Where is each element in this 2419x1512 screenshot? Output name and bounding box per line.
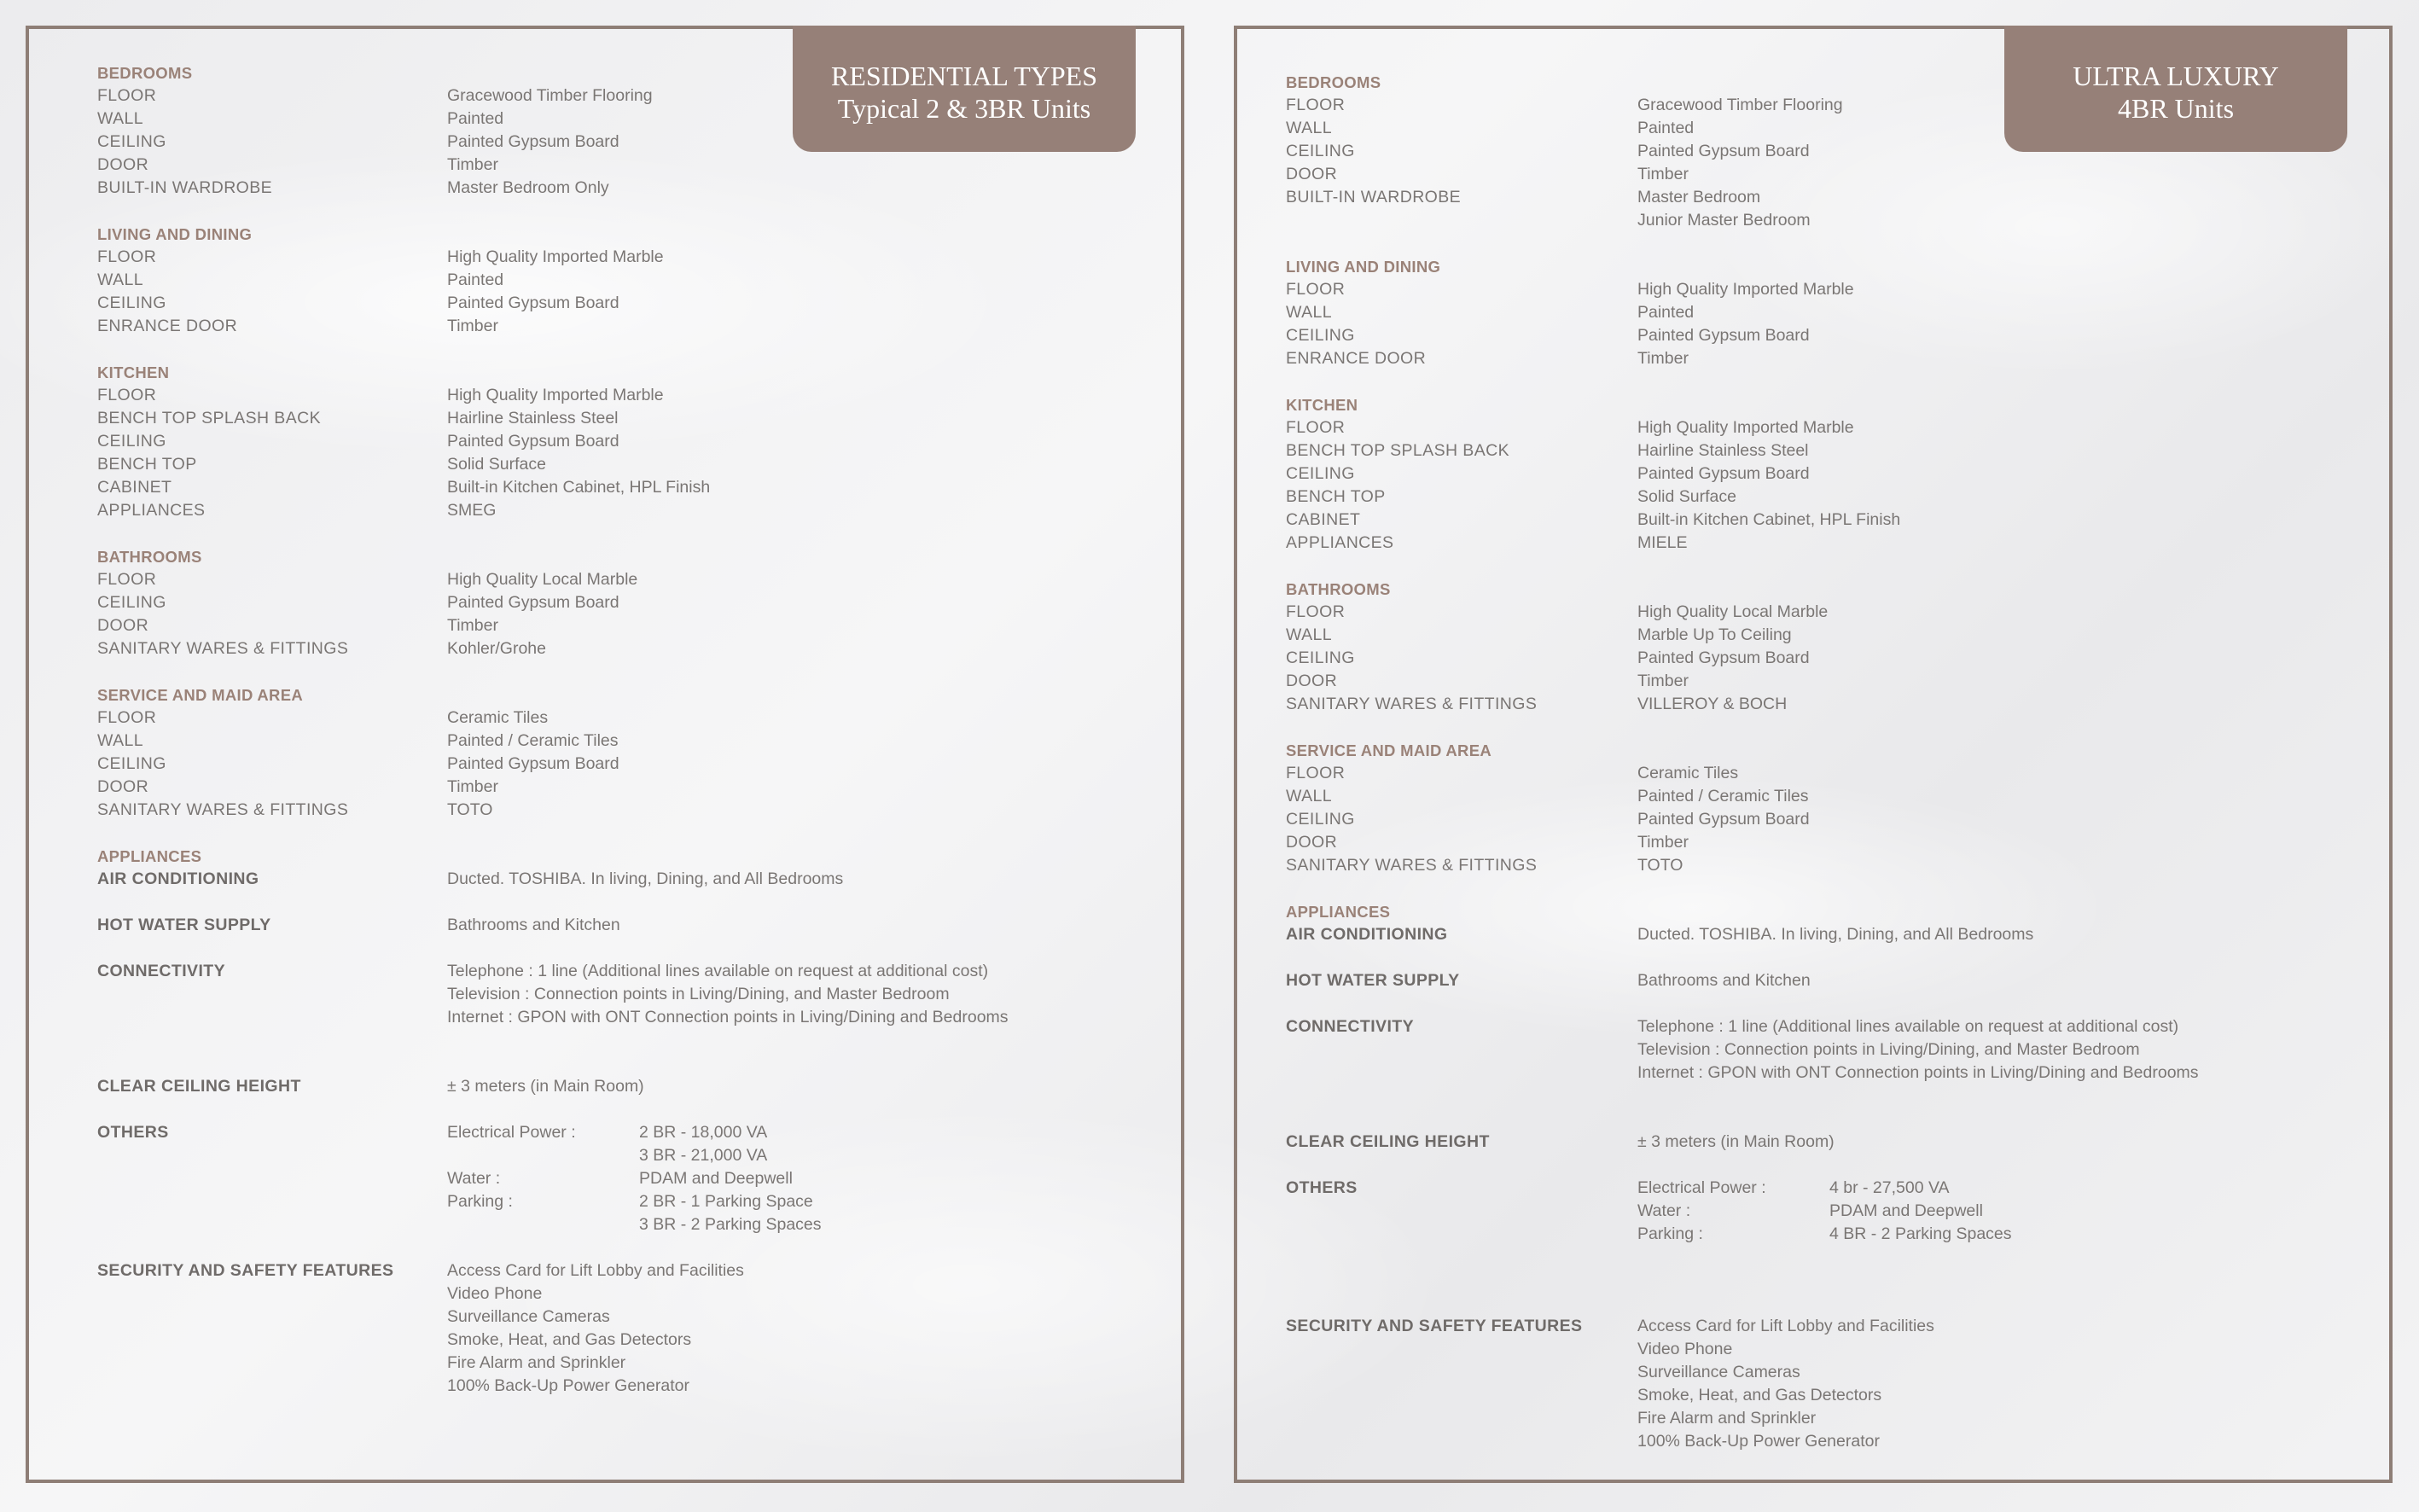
spec-row	[97, 707, 1164, 730]
spec-label: APPLIANCES	[1286, 533, 1394, 552]
spec-value: ± 3 meters (in Main Room)	[1637, 1132, 1835, 1151]
spec-value: Timber	[1637, 672, 1689, 690]
spec-value: Solid Surface	[1637, 487, 1736, 506]
spec-row	[97, 84, 1164, 108]
spec-value: Master Bedroom Only	[447, 178, 609, 197]
others-value: 3 BR - 21,000 VA	[639, 1146, 768, 1165]
spec-row	[1286, 509, 2372, 532]
spec-value: Built-in Kitchen Cabinet, HPL Finish	[447, 478, 711, 497]
spec-label: WALL	[97, 109, 143, 128]
section-appliances	[97, 845, 1164, 1398]
spec-value: Painted Gypsum Board	[447, 432, 619, 451]
spec-value: Painted Gypsum Board	[1637, 326, 1810, 345]
spec-value: Bathrooms and Kitchen	[447, 916, 620, 934]
security-line: Access Card for Lift Lobby and Facilities	[1637, 1317, 1934, 1335]
spec-label: BUILT-IN WARDROBE	[97, 178, 273, 197]
spacer	[1286, 1269, 2372, 1292]
section-title: APPLIANCES	[97, 847, 202, 865]
spec-label: FLOOR	[97, 386, 157, 404]
spec-row	[1286, 831, 2372, 854]
spacer	[97, 1052, 1164, 1075]
spec-value: ± 3 meters (in Main Room)	[447, 1077, 644, 1096]
spec-label: SANITARY WARES & FITTINGS	[97, 639, 349, 658]
spec-label: DOOR	[97, 616, 149, 635]
spec-row	[1286, 462, 2372, 486]
spec-label: CABINET	[97, 478, 172, 497]
spec-value: Gracewood Timber Flooring	[1637, 96, 1843, 114]
spec-row	[1286, 601, 2372, 624]
spec-row	[1286, 647, 2372, 670]
spec-row	[97, 568, 1164, 591]
spec-row	[1286, 624, 2372, 647]
security-line: Smoke, Heat, and Gas Detectors	[1637, 1386, 1882, 1404]
security-line: Smoke, Heat, and Gas Detectors	[447, 1330, 692, 1349]
spec-row	[97, 499, 1164, 522]
spacer	[1286, 1108, 2372, 1131]
spec-row-connectivity	[1286, 1015, 2372, 1085]
spec-label: DOOR	[1286, 165, 1338, 183]
spec-row	[97, 246, 1164, 269]
connectivity-line: Television : Connection points in Living/Dining, and Master Bedroom	[447, 985, 950, 1003]
spec-value: Painted	[1637, 119, 1695, 137]
spec-row	[97, 776, 1164, 799]
spec-row-others	[1286, 1177, 2372, 1246]
others-line	[447, 1121, 1164, 1144]
spec-row-air-conditioning	[1286, 923, 2372, 946]
spec-value: Gracewood Timber Flooring	[447, 86, 653, 105]
others-line	[447, 1144, 1164, 1167]
section-title: SERVICE AND MAID AREA	[97, 686, 304, 704]
spec-row	[1286, 163, 2372, 186]
others-line	[1637, 1177, 2372, 1200]
spec-value: High Quality Imported Marble	[1637, 418, 1854, 437]
section-title: KITCHEN	[97, 363, 170, 381]
spec-label: BENCH TOP SPLASH BACK	[1286, 441, 1509, 460]
spec-row	[1286, 301, 2372, 324]
others-label	[447, 1144, 639, 1167]
spec-list	[1286, 71, 2372, 1476]
spec-row-others	[97, 1121, 1164, 1236]
security-line: 100% Back-Up Power Generator	[1637, 1432, 1880, 1451]
spec-label: OTHERS	[1286, 1178, 1358, 1197]
spec-label: CEILING	[1286, 810, 1355, 829]
others-label: Electrical Power :	[447, 1123, 576, 1142]
section-service-maid	[97, 683, 1164, 822]
connectivity-line: Telephone : 1 line (Additional lines available on request at additional cost)	[447, 962, 989, 980]
spec-value: Marble Up To Ceiling	[1637, 625, 1792, 644]
others-label: Parking :	[447, 1192, 513, 1211]
section-appliances	[1286, 900, 2372, 1453]
spec-value: Timber	[447, 317, 498, 335]
spec-value: High Quality Imported Marble	[447, 247, 664, 266]
section-service-maid	[1286, 739, 2372, 877]
spec-row-hot-water	[97, 914, 1164, 937]
spec-row	[97, 453, 1164, 476]
spec-value: TOTO	[1637, 856, 1683, 875]
spec-row	[1286, 117, 2372, 140]
spacer	[97, 1029, 1164, 1052]
spacer	[97, 1236, 1164, 1259]
spec-value: Hairline Stainless Steel	[1637, 441, 1809, 460]
spec-label: CEILING	[1286, 326, 1355, 345]
spacer	[1286, 992, 2372, 1015]
spec-value: Painted Gypsum Board	[1637, 648, 1810, 667]
spec-row	[97, 476, 1164, 499]
others-line	[447, 1213, 1164, 1236]
spec-label: CABINET	[1286, 510, 1361, 529]
connectivity-line: Telephone : 1 line (Additional lines available on request at additional cost)	[1637, 1017, 2179, 1036]
security-line: Video Phone	[447, 1284, 543, 1303]
spec-label: SECURITY AND SAFETY FEATURES	[97, 1261, 394, 1280]
spec-label: FLOOR	[1286, 764, 1346, 782]
spec-label: DOOR	[1286, 672, 1338, 690]
spec-value-list	[447, 960, 1164, 1029]
spec-value: Timber	[447, 155, 498, 174]
spacer	[97, 1098, 1164, 1121]
spec-label: DOOR	[1286, 833, 1338, 852]
spec-row	[97, 753, 1164, 776]
section-living-dining	[97, 223, 1164, 338]
spec-row-security	[97, 1259, 1164, 1398]
others-label: Parking :	[1637, 1224, 1703, 1243]
spec-value-list	[1637, 1315, 2372, 1453]
spec-value: VILLEROY & BOCH	[1637, 695, 1788, 713]
spec-value: Timber	[447, 777, 498, 796]
spec-label: WALL	[1286, 787, 1332, 805]
spec-row-security	[1286, 1315, 2372, 1453]
others-line	[447, 1190, 1164, 1213]
spec-row	[1286, 324, 2372, 347]
spacer	[97, 891, 1164, 914]
spec-value: Painted Gypsum Board	[447, 754, 619, 773]
spec-label: SANITARY WARES & FITTINGS	[1286, 695, 1538, 713]
others-value: PDAM and Deepwell	[1829, 1201, 1983, 1220]
security-line: Fire Alarm and Sprinkler	[447, 1353, 626, 1372]
spec-label: FLOOR	[1286, 280, 1346, 299]
security-line: Video Phone	[1637, 1340, 1733, 1358]
spec-label: SANITARY WARES & FITTINGS	[1286, 856, 1538, 875]
others-value: 2 BR - 1 Parking Space	[639, 1192, 813, 1211]
spec-label: CONNECTIVITY	[1286, 1017, 1414, 1036]
spec-value: SMEG	[447, 501, 497, 520]
spec-row	[1286, 140, 2372, 163]
spec-label: AIR CONDITIONING	[97, 869, 259, 888]
spec-value-list	[447, 1121, 1164, 1236]
security-line: Fire Alarm and Sprinkler	[1637, 1409, 1817, 1428]
connectivity-line: Internet : GPON with ONT Connection points in Living/Dining and Bedrooms	[1637, 1063, 2199, 1082]
spec-value: Painted Gypsum Board	[447, 132, 619, 151]
spec-row	[1286, 693, 2372, 716]
connectivity-line: Television : Connection points in Living/Dining, and Master Bedroom	[1637, 1040, 2140, 1059]
spec-row	[97, 177, 1164, 200]
spec-value: Painted Gypsum Board	[447, 593, 619, 612]
spec-row	[97, 799, 1164, 822]
spec-label: CEILING	[97, 294, 166, 312]
spec-label: CEILING	[1286, 142, 1355, 160]
spec-label: WALL	[97, 731, 143, 750]
section-title: BATHROOMS	[1286, 580, 1391, 598]
spec-value: Timber	[447, 616, 498, 635]
spec-value: Timber	[1637, 833, 1689, 852]
spec-row	[97, 430, 1164, 453]
section-bathrooms	[97, 545, 1164, 660]
spec-label: WALL	[1286, 303, 1332, 322]
spec-row	[97, 131, 1164, 154]
spec-label: WALL	[97, 270, 143, 289]
spec-value: Junior Master Bedroom	[1637, 211, 1811, 230]
section-kitchen	[1286, 393, 2372, 555]
spec-label: WALL	[1286, 625, 1332, 644]
spec-row	[1286, 532, 2372, 555]
spec-label: BENCH TOP	[97, 455, 197, 474]
spec-row	[1286, 94, 2372, 117]
badge-line-1: ULTRA LUXURY	[2073, 61, 2279, 91]
spec-value: Bathrooms and Kitchen	[1637, 971, 1811, 990]
spec-label	[1286, 209, 1637, 232]
spec-row	[97, 637, 1164, 660]
spec-value: Kohler/Grohe	[447, 639, 546, 658]
spec-row	[1286, 670, 2372, 693]
others-label: Water :	[447, 1169, 501, 1188]
spec-value: TOTO	[447, 800, 493, 819]
spec-label: CEILING	[1286, 464, 1355, 483]
spec-label: FLOOR	[1286, 602, 1346, 621]
section-title: BEDROOMS	[97, 64, 193, 82]
section-living-dining	[1286, 255, 2372, 370]
security-line: Surveillance Cameras	[447, 1307, 610, 1326]
spec-row	[97, 315, 1164, 338]
spec-label: WALL	[1286, 119, 1332, 137]
spacer	[1286, 1085, 2372, 1108]
spec-row	[97, 384, 1164, 407]
spec-value: Painted Gypsum Board	[1637, 142, 1810, 160]
badge-line-1: RESIDENTIAL TYPES	[831, 61, 1097, 91]
spec-row	[1286, 209, 2372, 232]
spec-label: BUILT-IN WARDROBE	[1286, 188, 1462, 206]
spec-value: MIELE	[1637, 533, 1688, 552]
spec-row-ceiling-height	[1286, 1131, 2372, 1154]
others-label: Electrical Power :	[1637, 1178, 1766, 1197]
spec-row	[1286, 439, 2372, 462]
spec-label: ENRANCE DOOR	[97, 317, 238, 335]
spec-label: BENCH TOP	[1286, 487, 1386, 506]
others-value: PDAM and Deepwell	[639, 1169, 793, 1188]
spec-label: CEILING	[1286, 648, 1355, 667]
spec-value: Solid Surface	[447, 455, 546, 474]
spec-value: Timber	[1637, 349, 1689, 368]
spec-row	[97, 730, 1164, 753]
spec-value: Painted / Ceramic Tiles	[447, 731, 619, 750]
spec-label: FLOOR	[97, 570, 157, 589]
spec-value: Ducted. TOSHIBA. In living, Dining, and All Bedrooms	[447, 869, 844, 888]
spec-row	[1286, 762, 2372, 785]
section-title: BATHROOMS	[97, 548, 202, 566]
others-line	[447, 1167, 1164, 1190]
spec-row	[97, 292, 1164, 315]
spec-row-connectivity	[97, 960, 1164, 1029]
spacer	[1286, 1154, 2372, 1177]
spacer	[1286, 1292, 2372, 1315]
section-bedrooms	[1286, 71, 2372, 232]
others-line	[1637, 1200, 2372, 1223]
spec-row	[97, 269, 1164, 292]
spec-value-list	[447, 1259, 1164, 1398]
spec-label: CLEAR CEILING HEIGHT	[1286, 1132, 1490, 1151]
badge-line-2: 4BR Units	[2117, 93, 2235, 124]
spec-row	[1286, 785, 2372, 808]
others-value: 4 br - 27,500 VA	[1829, 1178, 1950, 1197]
spec-row	[97, 407, 1164, 430]
spec-value: Painted	[447, 109, 504, 128]
spec-value: High Quality Imported Marble	[1637, 280, 1854, 299]
spec-label: HOT WATER SUPPLY	[1286, 971, 1460, 990]
spec-row-hot-water	[1286, 969, 2372, 992]
spec-row	[1286, 278, 2372, 301]
spec-value: Painted / Ceramic Tiles	[1637, 787, 1809, 805]
spec-row	[97, 591, 1164, 614]
spec-list	[97, 61, 1164, 1421]
spec-label: CEILING	[97, 754, 166, 773]
spec-value: Painted	[447, 270, 504, 289]
spec-row	[1286, 416, 2372, 439]
spec-label: DOOR	[97, 777, 149, 796]
spec-value: High Quality Local Marble	[447, 570, 638, 589]
spec-value: Painted Gypsum Board	[1637, 464, 1810, 483]
spec-row	[97, 108, 1164, 131]
spec-row-air-conditioning	[97, 868, 1164, 891]
spacer	[1286, 1246, 2372, 1269]
spec-value: Ceramic Tiles	[1637, 764, 1739, 782]
security-line: 100% Back-Up Power Generator	[447, 1376, 689, 1395]
section-bathrooms	[1286, 578, 2372, 716]
spec-value: Built-in Kitchen Cabinet, HPL Finish	[1637, 510, 1901, 529]
spec-value: Painted	[1637, 303, 1695, 322]
spec-label: APPLIANCES	[97, 501, 206, 520]
spec-row	[1286, 854, 2372, 877]
section-kitchen	[97, 361, 1164, 522]
spec-value: High Quality Local Marble	[1637, 602, 1829, 621]
section-title: LIVING AND DINING	[97, 225, 253, 243]
others-value: 3 BR - 2 Parking Spaces	[639, 1215, 822, 1234]
security-line: Surveillance Cameras	[1637, 1363, 1800, 1381]
spec-label: BENCH TOP SPLASH BACK	[97, 409, 321, 427]
section-title: SERVICE AND MAID AREA	[1286, 741, 1492, 759]
spacer	[1286, 946, 2372, 969]
spec-row	[97, 614, 1164, 637]
section-title: LIVING AND DINING	[1286, 258, 1441, 276]
spec-value: Ducted. TOSHIBA. In living, Dining, and All Bedrooms	[1637, 925, 2034, 944]
spec-value: Painted Gypsum Board	[1637, 810, 1810, 829]
security-line: Access Card for Lift Lobby and Facilities	[447, 1261, 744, 1280]
spec-value-list	[1637, 1015, 2372, 1085]
spec-row	[97, 154, 1164, 177]
spec-value: High Quality Imported Marble	[447, 386, 664, 404]
spec-row	[1286, 486, 2372, 509]
badge-line-2: Typical 2 & 3BR Units	[837, 93, 1091, 124]
others-line	[1637, 1223, 2372, 1246]
spec-label: FLOOR	[97, 708, 157, 727]
spec-row-ceiling-height	[97, 1075, 1164, 1098]
spec-value: Painted Gypsum Board	[447, 294, 619, 312]
spec-label: FLOOR	[1286, 418, 1346, 437]
spec-label: FLOOR	[97, 86, 157, 105]
others-value: 4 BR - 2 Parking Spaces	[1829, 1224, 2012, 1243]
spec-value: Master Bedroom	[1637, 188, 1761, 206]
spec-label: DOOR	[97, 155, 149, 174]
spec-label: FLOOR	[1286, 96, 1346, 114]
spec-label: FLOOR	[97, 247, 157, 266]
spec-value: Timber	[1637, 165, 1689, 183]
spacer	[97, 937, 1164, 960]
spec-value: Ceramic Tiles	[447, 708, 549, 727]
spec-label: ENRANCE DOOR	[1286, 349, 1427, 368]
section-title: BEDROOMS	[1286, 73, 1381, 91]
spec-label: CEILING	[97, 593, 166, 612]
spec-label: CONNECTIVITY	[97, 962, 225, 980]
spec-label: SECURITY AND SAFETY FEATURES	[1286, 1317, 1583, 1335]
spec-label: CEILING	[97, 132, 166, 151]
spec-row	[1286, 808, 2372, 831]
others-value: 2 BR - 18,000 VA	[639, 1123, 768, 1142]
spec-label: AIR CONDITIONING	[1286, 925, 1448, 944]
spec-label: SANITARY WARES & FITTINGS	[97, 800, 349, 819]
section-title: KITCHEN	[1286, 396, 1358, 414]
spec-label: HOT WATER SUPPLY	[97, 916, 271, 934]
spec-value: Hairline Stainless Steel	[447, 409, 619, 427]
others-label: Water :	[1637, 1201, 1691, 1220]
section-title: APPLIANCES	[1286, 903, 1391, 921]
spec-row	[1286, 186, 2372, 209]
spec-label: CLEAR CEILING HEIGHT	[97, 1077, 301, 1096]
spec-row	[1286, 347, 2372, 370]
spec-value-list	[1637, 1177, 2372, 1246]
spec-panel-ultra-luxury	[1234, 26, 2393, 1483]
others-label	[447, 1213, 639, 1236]
spec-label: OTHERS	[97, 1123, 169, 1142]
spec-label: CEILING	[97, 432, 166, 451]
spec-panel-residential	[26, 26, 1184, 1483]
connectivity-line: Internet : GPON with ONT Connection points in Living/Dining and Bedrooms	[447, 1008, 1009, 1026]
section-bedrooms	[97, 61, 1164, 200]
